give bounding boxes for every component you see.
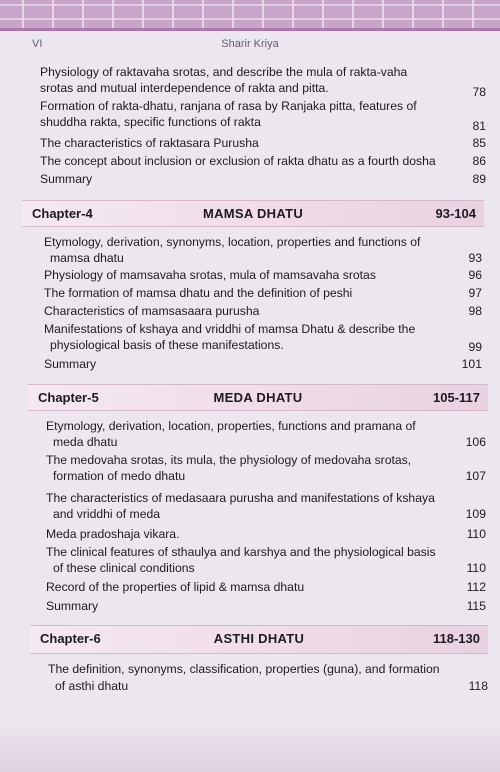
running-head — [0, 38, 500, 54]
header-rule — [0, 28, 500, 31]
toc-page: 89 — [472, 172, 486, 186]
toc-page: 97 — [468, 286, 482, 300]
page-bottom-shadow — [0, 720, 500, 772]
toc-page: 85 — [472, 136, 486, 150]
chapter-label: Chapter-5 — [38, 390, 99, 405]
chapter-title: MEDA DHATU — [213, 390, 303, 405]
book-title: Sharir Kriya — [221, 38, 279, 50]
toc-page: 99 — [468, 340, 482, 354]
chapter-page-range: 118-130 — [433, 631, 480, 646]
toc-entry: The characteristics of raktasara Purusha 85 — [40, 136, 486, 150]
chapter-label: Chapter-6 — [40, 631, 101, 646]
toc-entry: The concept about inclusion or exclusion of rakta dhatu as a fourth dosha 86 — [40, 154, 486, 168]
toc-page: 115 — [466, 599, 486, 613]
chapter-title: ASTHI DHATU — [213, 631, 305, 646]
toc-page: 96 — [468, 268, 482, 282]
chapter-header — [28, 384, 488, 411]
toc-entry: Physiology of raktavaha srotas, and describe the mula of rakta-vaha srotas and mutual interdependence of rakta and pitta. 78 — [40, 65, 486, 99]
toc-page: 110 — [466, 527, 486, 541]
toc-entry: Formation of rakta-dhatu, ranjana of rasa by Ranjaka pitta, features of shuddha rakta, specific functions of rakta 81 — [40, 99, 486, 133]
toc-page: 101 — [461, 357, 482, 371]
decorative-header-band — [0, 0, 500, 28]
toc-page: 78 — [472, 85, 486, 99]
toc-page: 106 — [465, 435, 486, 449]
toc-page: 98 — [468, 304, 482, 318]
chapter-header — [30, 625, 488, 654]
chapter-label: Chapter-4 — [32, 206, 93, 221]
toc-page: 107 — [465, 469, 486, 483]
chapter-title: MAMSA DHATU — [202, 206, 304, 221]
page-number: VI — [32, 38, 43, 50]
toc-page: 109 — [465, 507, 486, 521]
toc-page: 93 — [468, 251, 482, 265]
chapter-page-range: 93-104 — [435, 206, 476, 221]
toc-entry: Summary 89 — [40, 172, 486, 186]
toc-page: 112 — [466, 580, 486, 594]
chapter-page-range: 105-117 — [433, 390, 480, 405]
chapter-header — [22, 200, 484, 227]
toc-page: 110 — [466, 561, 486, 575]
toc-page: 118 — [468, 679, 488, 693]
toc-page: 81 — [472, 119, 486, 133]
toc-page: 86 — [472, 154, 486, 168]
